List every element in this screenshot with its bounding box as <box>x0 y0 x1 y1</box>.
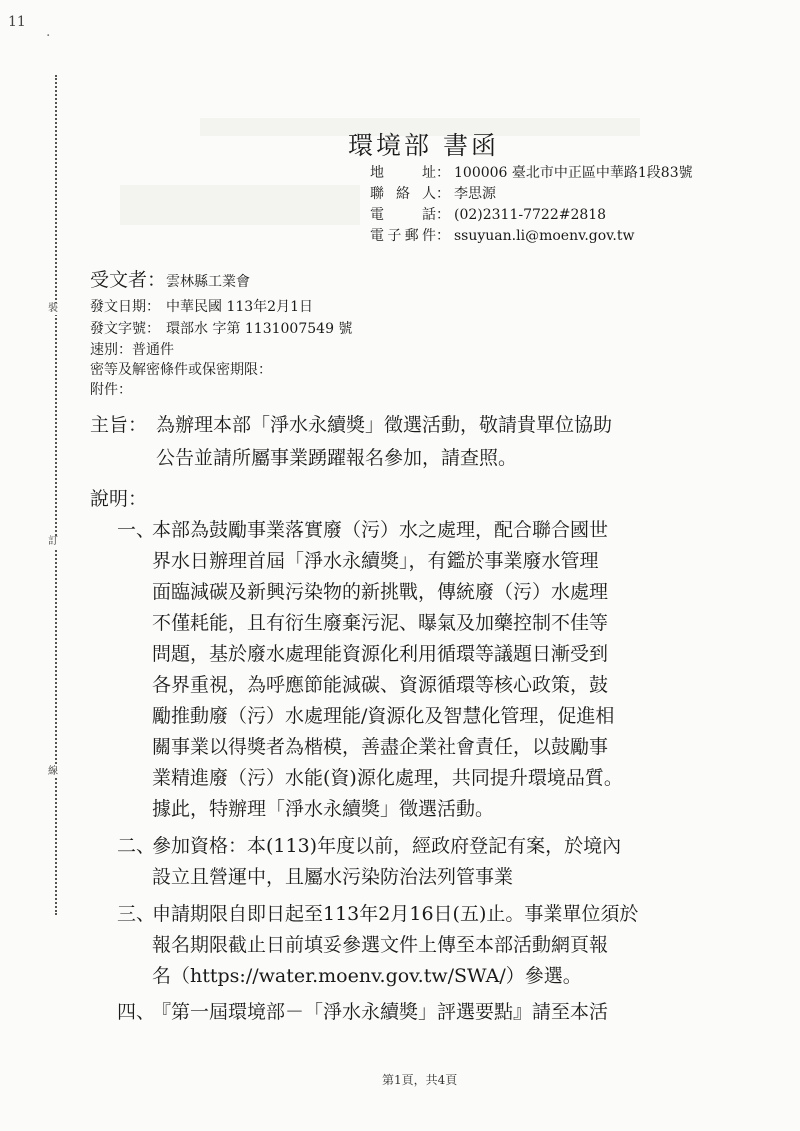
item-line: 本部為鼓勵事業落實廢（污）水之處理，配合聯合國世 <box>152 519 609 541</box>
meta-value: 環部水 字第 1131007549 號 <box>166 321 353 337</box>
item-line: 界水日辦理首屆「淨水永續獎」，有鑑於事業廢水管理 <box>152 550 599 572</box>
meta-value: 中華民國 113年2月1日 <box>166 299 313 315</box>
meta-label: 密等及解密條件或保密期限： <box>90 362 272 378</box>
subject-label: 主旨： <box>90 414 148 436</box>
meta-classification <box>90 359 272 379</box>
item-line: 業精進廢（污）水能(資)源化處理，共同提升環境品質。 <box>152 767 623 789</box>
contact-value: ssuyuan.li@moenv.gov.tw <box>454 228 635 244</box>
meta-doc-number <box>90 318 352 338</box>
item-line: 『第一屆環境部－「淨水永續獎」評選要點』請至本活 <box>152 1001 609 1023</box>
contact-label: 聯絡人 <box>370 186 436 202</box>
meta-label: 發文日期： <box>90 299 160 315</box>
item-line: 各界重視，為呼應節能減碳、資源循環等核心政策，鼓 <box>152 674 609 696</box>
contact-label: 電話 <box>370 207 436 223</box>
binding-mark-zhuang: 裝 <box>48 303 58 314</box>
contact-email: 電子郵件： ssuyuan.li@moenv.gov.tw <box>370 225 634 245</box>
item-number: 四、 <box>117 1001 156 1023</box>
bleed-through-shadow <box>120 185 360 225</box>
page-corner-number: 11 <box>8 14 26 30</box>
item-line: 面臨減碳及新興污染物的新挑戰，傳統廢（污）水處理 <box>152 581 609 603</box>
binding-dotted-line <box>55 75 57 915</box>
item-line: 據此，特辦理「淨水永續獎」徵選活動。 <box>152 798 495 820</box>
item-line: 申請期限自即日起至113年2月16日(五)止。事業單位須於 <box>152 903 639 925</box>
subject-line: 公告並請所屬事業踴躍報名參加，請查照。 <box>156 447 518 469</box>
contact-label: 電子郵件 <box>370 228 436 244</box>
item-number: 三、 <box>117 903 156 925</box>
item-number: 二、 <box>117 835 156 857</box>
item-line: 問題，基於廢水處理能資源化利用循環等議題日漸受到 <box>152 643 609 665</box>
subject-line: 為辦理本部「淨水永續獎」徵選活動，敬請貴單位協助 <box>156 414 613 436</box>
binding-mark-xian: 線 <box>48 766 58 777</box>
page-footer: 第1頁，共4頁 <box>382 1073 458 1087</box>
item-line: 參加資格：本(113)年度以前，經政府登記有案，於境內 <box>152 835 622 857</box>
item-line: 不僅耗能，且有衍生廢棄污泥、曝氣及加藥控制不佳等 <box>152 612 609 634</box>
item-line: 名（https://water.moenv.gov.tw/SWA/）參選。 <box>152 965 582 987</box>
explanation-label: 說明： <box>90 488 148 510</box>
contact-value: (02)2311-7722#2818 <box>454 207 607 223</box>
meta-speed <box>90 339 174 359</box>
item-number: 一、 <box>117 519 156 541</box>
recipient-value: 雲林縣工業會 <box>166 274 251 290</box>
meta-value: 普通件 <box>132 342 174 358</box>
meta-date <box>90 296 313 316</box>
contact-person: 聯絡人： 李思源 <box>370 183 496 203</box>
item-line: 設立且營運中，且屬水污染防治法列管事業 <box>152 866 514 888</box>
contact-phone: 電話： (02)2311-7722#2818 <box>370 204 606 224</box>
meta-attachment <box>90 379 132 399</box>
contact-value: 李思源 <box>454 186 496 202</box>
binding-mark-ding: 訂 <box>48 536 58 547</box>
corner-dot: · <box>46 28 51 44</box>
contact-address: 地址： 100006 臺北市中正區中華路1段83號 <box>370 162 693 182</box>
meta-label: 發文字號： <box>90 321 160 337</box>
document-title: 環境部 書函 <box>348 131 499 160</box>
contact-label: 地址 <box>370 165 436 181</box>
recipient <box>90 265 250 292</box>
contact-value: 100006 臺北市中正區中華路1段83號 <box>454 165 693 181</box>
meta-label: 附件： <box>90 382 132 398</box>
item-line: 報名期限截止日前填妥參選文件上傳至本部活動網頁報 <box>152 934 609 956</box>
meta-label: 速別： <box>90 342 132 358</box>
recipient-label: 受文者： <box>90 269 167 291</box>
item-line: 勵推動廢（污）水處理能/資源化及智慧化管理，促進相 <box>152 705 615 727</box>
item-line: 關事業以得獎者為楷模，善盡企業社會責任，以鼓勵事 <box>152 736 609 758</box>
